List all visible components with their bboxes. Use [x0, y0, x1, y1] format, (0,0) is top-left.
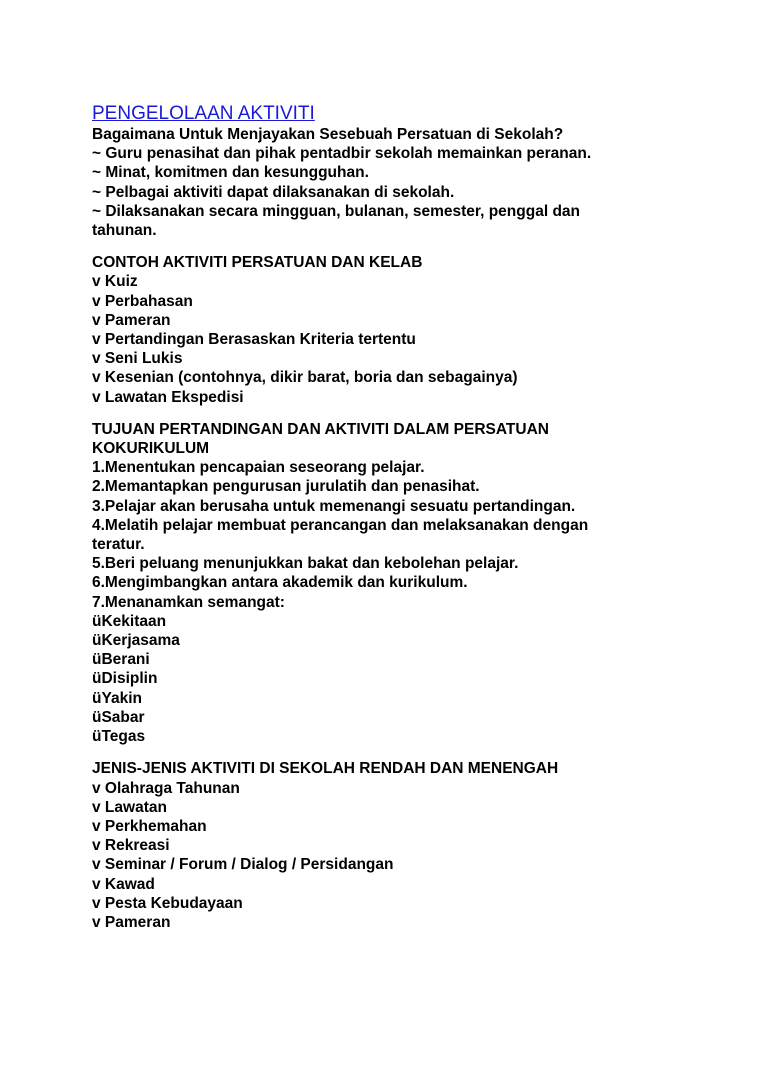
- list-item: 6.Mengimbangkan antara akademik dan kurikulum.: [92, 574, 468, 592]
- section-heading: JENIS-JENIS AKTIVITI DI SEKOLAH RENDAH DAN MENENGAH: [92, 760, 559, 778]
- list-item: v Pameran: [92, 311, 171, 329]
- list-item: ~ Guru penasihat dan pihak pentadbir sekolah memainkan peranan.: [92, 145, 592, 163]
- list-item: v Kawad: [92, 875, 155, 893]
- list-item: 5.Beri peluang menunjukkan bakat dan kebolehan pelajar.: [92, 555, 519, 573]
- list-item: 3.Pelajar akan berusaha untuk memenangi sesuatu pertandingan.: [92, 497, 576, 515]
- list-item: 1.Menentukan pencapaian seseorang pelajar.: [92, 459, 425, 477]
- list-item: v Seni Lukis: [92, 350, 183, 368]
- list-item: v Lawatan Ekspedisi: [92, 388, 244, 406]
- list-item: 2.Memantapkan pengurusan jurulatih dan penasihat.: [92, 478, 480, 496]
- list-item: v Pesta Kebudayaan: [92, 894, 243, 912]
- list-item: v Kesenian (contohnya, dikir barat, boria dan sebagainya): [92, 369, 518, 387]
- section-tujuan: [92, 420, 712, 746]
- sub-list-item: üTegas: [92, 728, 146, 746]
- section-intro: [92, 125, 712, 240]
- section-heading: CONTOH AKTIVITI PERSATUAN DAN KELAB: [92, 254, 423, 272]
- section-heading: Bagaimana Untuk Menjayakan Sesebuah Persatuan di Sekolah?: [92, 126, 564, 143]
- list-item-continuation: tahunan.: [92, 222, 157, 240]
- list-item-continuation: teratur.: [92, 536, 145, 554]
- sub-list-item: üYakin: [92, 689, 142, 707]
- list-item: v Lawatan: [92, 798, 167, 816]
- section-heading-continuation: KOKURIKULUM: [92, 440, 210, 458]
- list-item: v Seminar / Forum / Dialog / Persidangan: [92, 856, 394, 874]
- sub-list-item: üKerjasama: [92, 632, 180, 650]
- list-item: v Perbahasan: [92, 292, 193, 310]
- list-item: v Olahraga Tahunan: [92, 779, 240, 797]
- document-page: [92, 103, 712, 932]
- section-heading: TUJUAN PERTANDINGAN DAN AKTIVITI DALAM PERSATUAN: [92, 420, 549, 438]
- list-item: 7.Menanamkan semangat:: [92, 593, 285, 611]
- list-item: v Pertandingan Berasaskan Kriteria tertentu: [92, 331, 416, 349]
- sub-list-item: üSabar: [92, 708, 145, 726]
- sub-list-item: üBerani: [92, 651, 150, 669]
- list-item: ~ Minat, komitmen dan kesungguhan.: [92, 164, 369, 182]
- list-item: ~ Pelbagai aktiviti dapat dilaksanakan di sekolah.: [92, 183, 455, 201]
- section-jenis-aktiviti: [92, 759, 712, 932]
- document-title-link[interactable]: PENGELOLAAN AKTIVITI: [92, 103, 315, 124]
- section-contoh-aktiviti: [92, 253, 712, 407]
- list-item: ~ Dilaksanakan secara mingguan, bulanan, semester, penggal dan: [92, 202, 581, 220]
- sub-list-item: üDisiplin: [92, 670, 158, 688]
- list-item: v Rekreasi: [92, 837, 170, 855]
- list-item: 4.Melatih pelajar membuat perancangan dan melaksanakan dengan: [92, 516, 589, 534]
- list-item: v Perkhemahan: [92, 817, 207, 835]
- list-item: v Kuiz: [92, 273, 138, 291]
- list-item: v Pameran: [92, 913, 171, 931]
- sub-list-item: üKekitaan: [92, 612, 167, 630]
